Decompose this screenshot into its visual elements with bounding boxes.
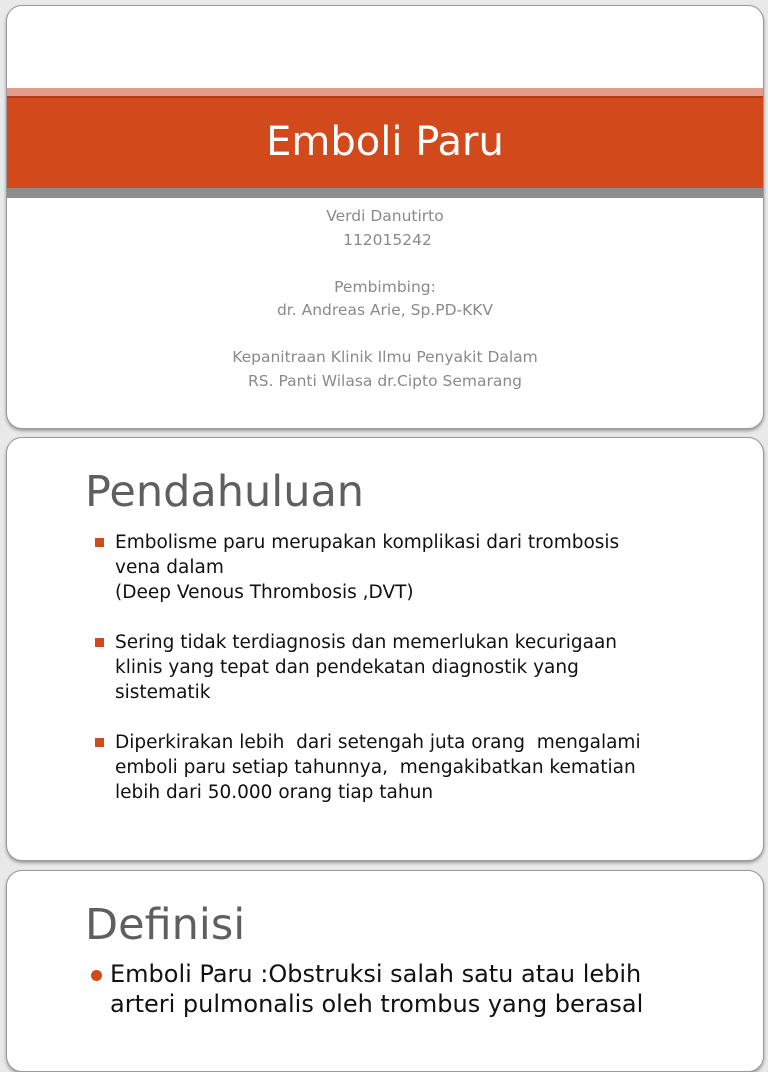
bullet-item xyxy=(91,959,751,1019)
title-band-top xyxy=(7,88,763,96)
slide-heading: Definisi xyxy=(85,900,246,950)
subtitle-line: RS. Panti Wilasa dr.Cipto Semarang xyxy=(247,371,523,390)
subtitle-line: 112015242 xyxy=(338,230,432,249)
slide-subtitle xyxy=(7,205,763,393)
subtitle-line: dr. Andreas Arie, Sp.PD-KKV xyxy=(276,301,494,319)
bullet-list xyxy=(95,530,735,830)
subtitle-line: Verdi Danutirto xyxy=(326,207,444,225)
slide-heading: Pendahuluan xyxy=(85,467,365,517)
bullet-line: arteri pulmonalis oleh trombus yang berasal xyxy=(110,990,644,1018)
bullet-line: Sering tidak terdiagnosis dan memerlukan kecurigaan xyxy=(115,632,618,653)
subtitle-line: Kepanitraan Klinik Ilmu Penyakit Dalam xyxy=(232,348,538,366)
title-slide xyxy=(6,5,764,429)
slide-title: Emboli Paru xyxy=(266,119,504,165)
bullet-line: Diperkirakan lebih dari setengah juta orang mengalami xyxy=(115,732,641,753)
bullet-item xyxy=(95,630,735,705)
subtitle-line: Pembimbing: xyxy=(334,277,436,296)
title-band-bottom xyxy=(7,188,763,198)
content-slide-pendahuluan xyxy=(6,437,764,861)
bullet-line: emboli paru setiap tahunnya, mengakibatkan kematian xyxy=(115,757,636,778)
bullet-item xyxy=(95,730,735,805)
bullet-item xyxy=(95,530,735,605)
bullet-line: Emboli Paru :Obstruksi salah satu atau lebih xyxy=(110,960,642,988)
bullet-line: sistematik xyxy=(115,682,211,703)
bullet-line: klinis yang tepat dan pendekatan diagnostik yang xyxy=(115,657,579,678)
round-bullet-icon xyxy=(91,970,102,981)
bullet-line: lebih dari 50.000 orang tiap tahun xyxy=(115,782,434,803)
bullet-line: vena dalam xyxy=(115,557,224,578)
square-bullet-icon xyxy=(95,638,104,647)
square-bullet-icon xyxy=(95,538,104,547)
square-bullet-icon xyxy=(95,738,104,747)
bullet-line: (Deep Venous Thrombosis ,DVT) xyxy=(115,582,414,603)
subtitle-line xyxy=(7,323,763,347)
bullet-line: Embolisme paru merupakan komplikasi dari trombosis xyxy=(115,532,620,553)
subtitle-line xyxy=(7,252,763,276)
content-slide-definisi xyxy=(6,870,764,1072)
bullet-list xyxy=(91,959,751,1019)
